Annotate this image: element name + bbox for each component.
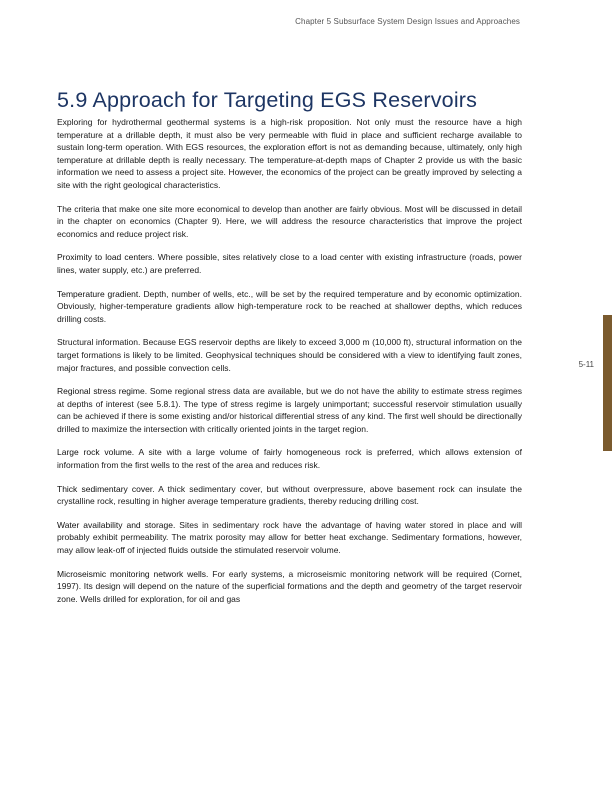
running-head: Chapter 5 Subsurface System Design Issues and Approaches [295,17,520,26]
paragraph-heading: Proximity to load centers. [57,252,155,263]
paragraph-heading: Water availability and storage. [57,519,176,530]
paragraph [57,203,522,241]
paragraph-heading: Microseismic monitoring network wells. [57,568,209,579]
paragraph-text: Depth, number of wells, etc., will be set by the required temperature and by economic optimization. Obviously, higher-temperature gradients allow high-temperature rock to be reached at shallower depths, which reduces drilling costs. [57,288,522,324]
paragraph [57,251,522,276]
paragraph [57,385,522,435]
paragraph-text: The criteria that make one site more economical to develop than another are fairly obvious. Most will be discussed in detail in the chapter on economics (Chapter 9). Here, we will address the resource characteristics that improve the project economics and reduce project risk. [57,203,522,239]
paragraph [57,568,522,606]
page-number: 5-11 [578,360,594,369]
paragraph-heading: Large rock volume. [57,447,135,458]
paragraph-text: For early systems, a microseismic monitoring network will be required (Cornet, 1997). Its design will depend on the nature of the superficial formations and the depth and geometry of the target reservoir zone. Wells drilled for exploration, for oil and gas [57,568,522,604]
paragraph [57,336,522,374]
chapter-edge-tab [603,315,612,451]
paragraph-heading: Regional stress regime. [57,386,148,397]
paragraph [57,288,522,326]
paragraph-text: A site with a large volume of fairly homogeneous rock is preferred, which allows extension of information from the first wells to the rest of the area and reduces risk. [57,447,522,471]
paragraph-text: Structural information. Because EGS reservoir depths are likely to exceed 3,000 m (10,000 ft), structural information on the target formations is likely to be limited. Geophysical techniques should be considered with a view to identifying fault zones, major fractures, and possible convection cells. [57,337,522,373]
paragraph-text: A thick sedimentary cover, but without overpressure, above basement rock can insulate the crystalline rock, resulting in higher average temperature gradients, thereby reducing drilling cost. [57,483,522,507]
paragraph [57,483,522,508]
paragraph-text: Some regional stress data are available, but we do not have the ability to estimate stress regimes at depths of interest (see 5.8.1). The type of stress regime is largely unimportant; successful reservoir stimulation usually can be achieved if there is some existing and/or historical differential stress of any kind. The first well should be directionally drilled to maximize the intersection with critically oriented joints in the target region. [57,386,522,434]
section-title: 5.9 Approach for Targeting EGS Reservoirs [57,88,478,112]
paragraph-heading: Temperature gradient. [57,288,141,299]
body-text [57,116,522,616]
paragraph [57,519,522,557]
paragraph-heading: Thick sedimentary cover. [57,483,155,494]
paragraph [57,116,522,192]
paragraph-text: Exploring for hydrothermal geothermal systems is a high-risk proposition. Not only must the resource have a high temperature at a drillable depth, it must also be very permeable with fluid in place and sufficient recharge available to sustain long-term operation. With EGS resources, the exploration effort is not as demanding because, ultimately, only high temperature at drillable depth is really necessary. The temperature-at-depth maps of Chapter 2 provide us with the basic information we need to assess a project site. However, the economics of the project can be greatly improved by selecting a site with the right geological characteristics. [57,117,522,190]
paragraph [57,446,522,471]
paragraph-text: Sites in sedimentary rock have the advantage of having water stored in place and will probably exhibit permeability. The matrix porosity may allow for better heat exchange. Sedimentary formations, however, may allow leak-off of injected fluids outside the stimulated reservoir volume. [57,519,522,556]
paragraph-text: Where possible, sites relatively close to a load center with existing infrastructure (roads, power lines, water supply, etc.) are preferred. [57,252,522,275]
